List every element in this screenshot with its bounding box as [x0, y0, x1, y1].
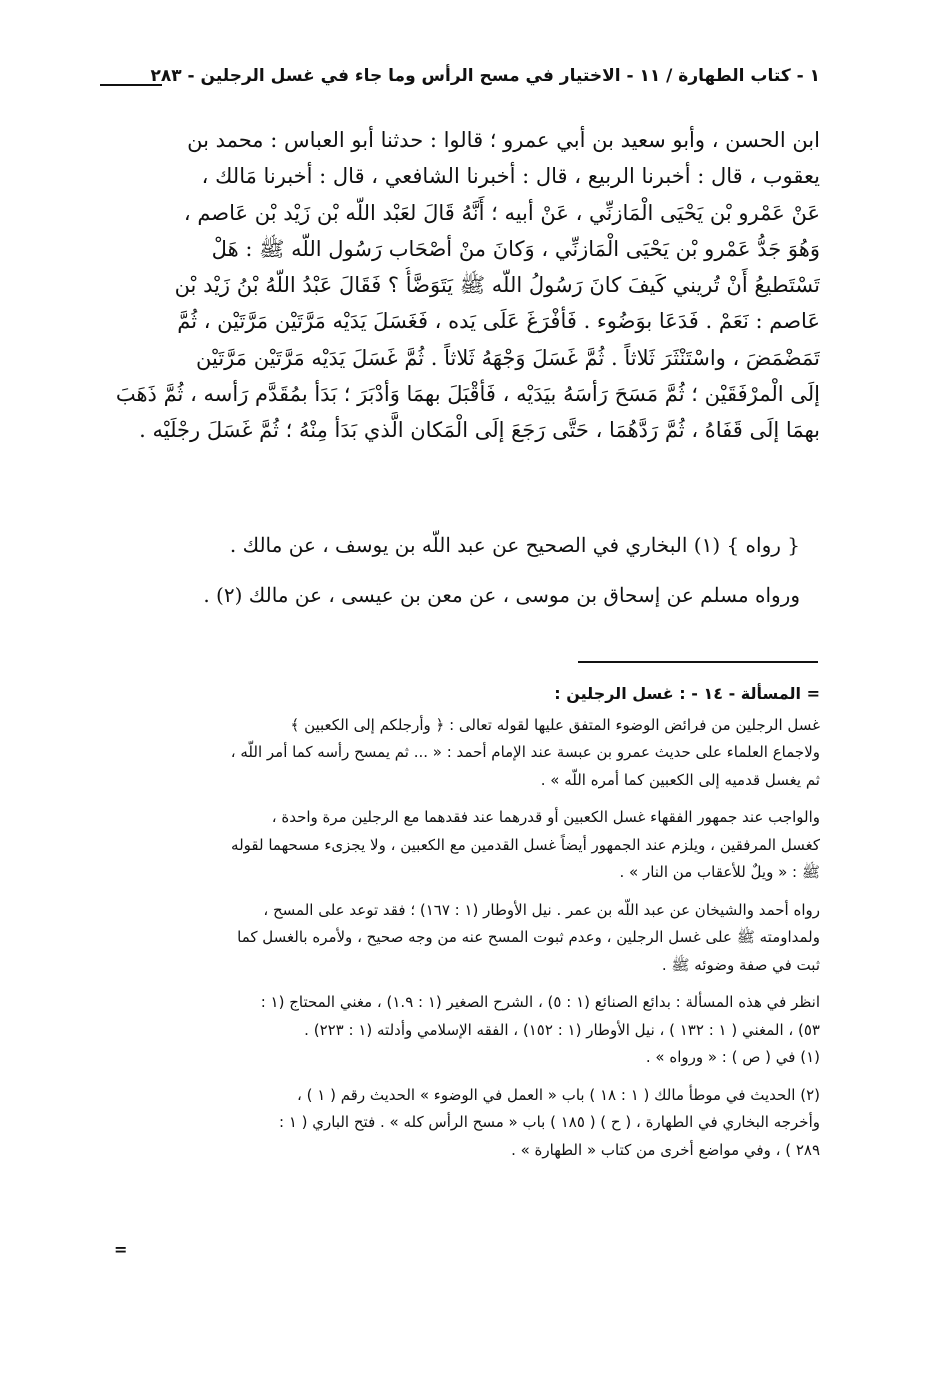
- note-line: غسل الرجلين من فرائض الوضوء المتفق عليها لقوله تعالى : ﴿ وأرجلكم إلى الكعبين ﴾: [290, 715, 820, 734]
- text-line: وَهُوَ جَدُّ عَمْرو بْن يَحْيَى الْمَازنِّي ، وَكانَ منْ أصْحَاب رَسُول اللّه ﷺ : هَلْ: [211, 236, 820, 261]
- footnote-1: (١) في ( ص ) : « ورواه » .: [645, 1048, 820, 1066]
- note-line: (٢) الحديث في موطأ مالك ( ١ : ١٨ ) باب « العمل في الوضوء » الحديث رقم ( ١ ) ،: [297, 1085, 820, 1104]
- hadith-text: [100, 122, 820, 449]
- narration-bukhari: { رواه } (١) البخاري في الصحيح عن عبد اللّه بن يوسف ، عن مالك .: [229, 533, 800, 557]
- note-line: ثم يغسل قدميه إلى الكعبين كما أمره اللّه » .: [540, 770, 820, 789]
- note-line: رواه أحمد والشيخان عن عبد اللّه بن عمر . نيل الأوطار (١ : ١٦٧) ؛ فقد توعد على المسح ،: [263, 900, 820, 919]
- footnote-2: [100, 1082, 820, 1165]
- note-line: ولاجماع العلماء على حديث عمرو بن عبسة عند الإمام أحمد : « ... ثم يمسح رأسه كما أمر اللّه ،: [230, 743, 820, 761]
- narration-block: [100, 532, 800, 632]
- text-line: تَمَضْمَضَ ، واسْتَنْثَرَ ثَلاثاً . ثُمَّ غَسَلَ وَجْهَهُ ثَلاثاً . ثُمَّ غَسَلَ يَدَيْه مَرَّتَيْن مَرَّتَيْن: [196, 345, 820, 370]
- footnotes: [100, 680, 820, 1174]
- text-line: إلَى الْمرْفَقَيْن ؛ ثُمَّ مَسَحَ رَأسَهُ بيَدَيْه ، فَأقْبَلَ بهمَا وَأدْبَرَ ؛ بَدَأ بمُقَدَّم رَأسه ، ثُمَّ ذَهَبَ: [115, 382, 820, 407]
- note-line: وأخرجه البخاري في الطهارة ، ( ح ) ( ١٨٥ ) باب « مسح الرأس كله » . فتح الباري ( ١ :: [279, 1113, 820, 1131]
- text-line: يعقوب ، قال : أخبرنا الربيع ، قال : أخبرنا الشافعي ، قال : أخبرنا مَالك ،: [201, 164, 820, 189]
- note-line: كغسل المرفقين ، ويلزم عند الجمهور أيضاً غسل القدمين مع الكعبين ، ولا يجزىء مسحهما لقوله: [231, 835, 820, 854]
- note-line: والواجب عند جمهور الفقهاء غسل الكعبين أو قدرهما عند فقدهما مع الرجلين مرة واحدة ،: [271, 808, 820, 826]
- note-line: انظر في هذه المسألة : بدائع الصنائع (١ : ٥) ، الشرح الصغير (١ : ١.٩) ، مغني المحتاج (١ :: [260, 993, 820, 1011]
- note-line: ﷺ : « ويلٌ للأعقاب من النار » .: [619, 863, 820, 881]
- running-title: ١ - كتاب الطهارة / ١١ - الاختيار في مسح الرأس وما جاء في غسل الرجلين - ٢٨٣: [150, 66, 820, 86]
- continuation-mark: =: [114, 1240, 128, 1259]
- note-line: ولمداومته ﷺ على غسل الرجلين ، وعدم ثبوت المسح عنه من وجه صحيح ، ولأمره بالغسل كما: [237, 928, 820, 946]
- note-paragraph: [100, 804, 820, 887]
- text-line: عَاصم : نَعَمْ . فَدَعَا بوَضُوء . فَأفْرَغَ عَلَى يَده ، فَغَسَلَ يَدَيْه مَرَّتَيْن مَرَّتَيْن ، ثُمَّ: [177, 309, 820, 334]
- issue-heading: = المسألة - ١٤ - : غسل الرجلين :: [554, 684, 820, 703]
- note-line: ٢٨٩ ) ، وفي مواضع أخرى من كتاب « الطهارة » .: [511, 1140, 820, 1159]
- running-header: [100, 60, 820, 100]
- text-line: ابن الحسن ، وأبو سعيد بن أبي عمرو ؛ قالوا : حدثنا أبو العباس : محمد بن: [187, 128, 820, 152]
- text-line: تَسْتَطيعُ أَنْ تُريني كَيفَ كانَ رَسُولُ اللّه ﷺ يَتَوَضَّأُ ؟ فَقَالَ عَبْدُ اللّهُ بْنُ زَيْد بْن: [174, 273, 820, 298]
- narration-muslim: ورواه مسلم عن إسحاق بن موسى ، عن معن بن عيسى ، عن مالك (٢) .: [203, 583, 800, 607]
- note-paragraph: [100, 712, 820, 795]
- text-line: بهمَا إلَى قَفَاهُ ، ثُمَّ رَدَّهُمَا ، حَتَّى رَجَعَ إلَى الْمَكان الَّذي بَدَأ مِنْهُ ؛ ثُمَّ غَسَلَ رجْلَيْه .: [139, 418, 820, 443]
- note-line: ثبت في صفة وضوئه ﷺ .: [661, 955, 820, 974]
- footnote-divider: [578, 661, 818, 663]
- note-paragraph: [100, 897, 820, 980]
- text-line: عَنْ عَمْرو بْن يَحْيَى الْمَازنِّي ، عَنْ أبيه ؛ أَنَّهُ قَالَ لعَبْد اللّه بْن زَيْد بْن عَاصم ،: [183, 200, 820, 225]
- note-paragraph: [100, 989, 820, 1072]
- note-line: ٥٣) ، المغني ( ١ : ١٣٢ ) ، نيل الأوطار (١ : ١٥٢) ، الفقه الإسلامي وأدلته (١ : ٢٢٣) .: [304, 1020, 820, 1039]
